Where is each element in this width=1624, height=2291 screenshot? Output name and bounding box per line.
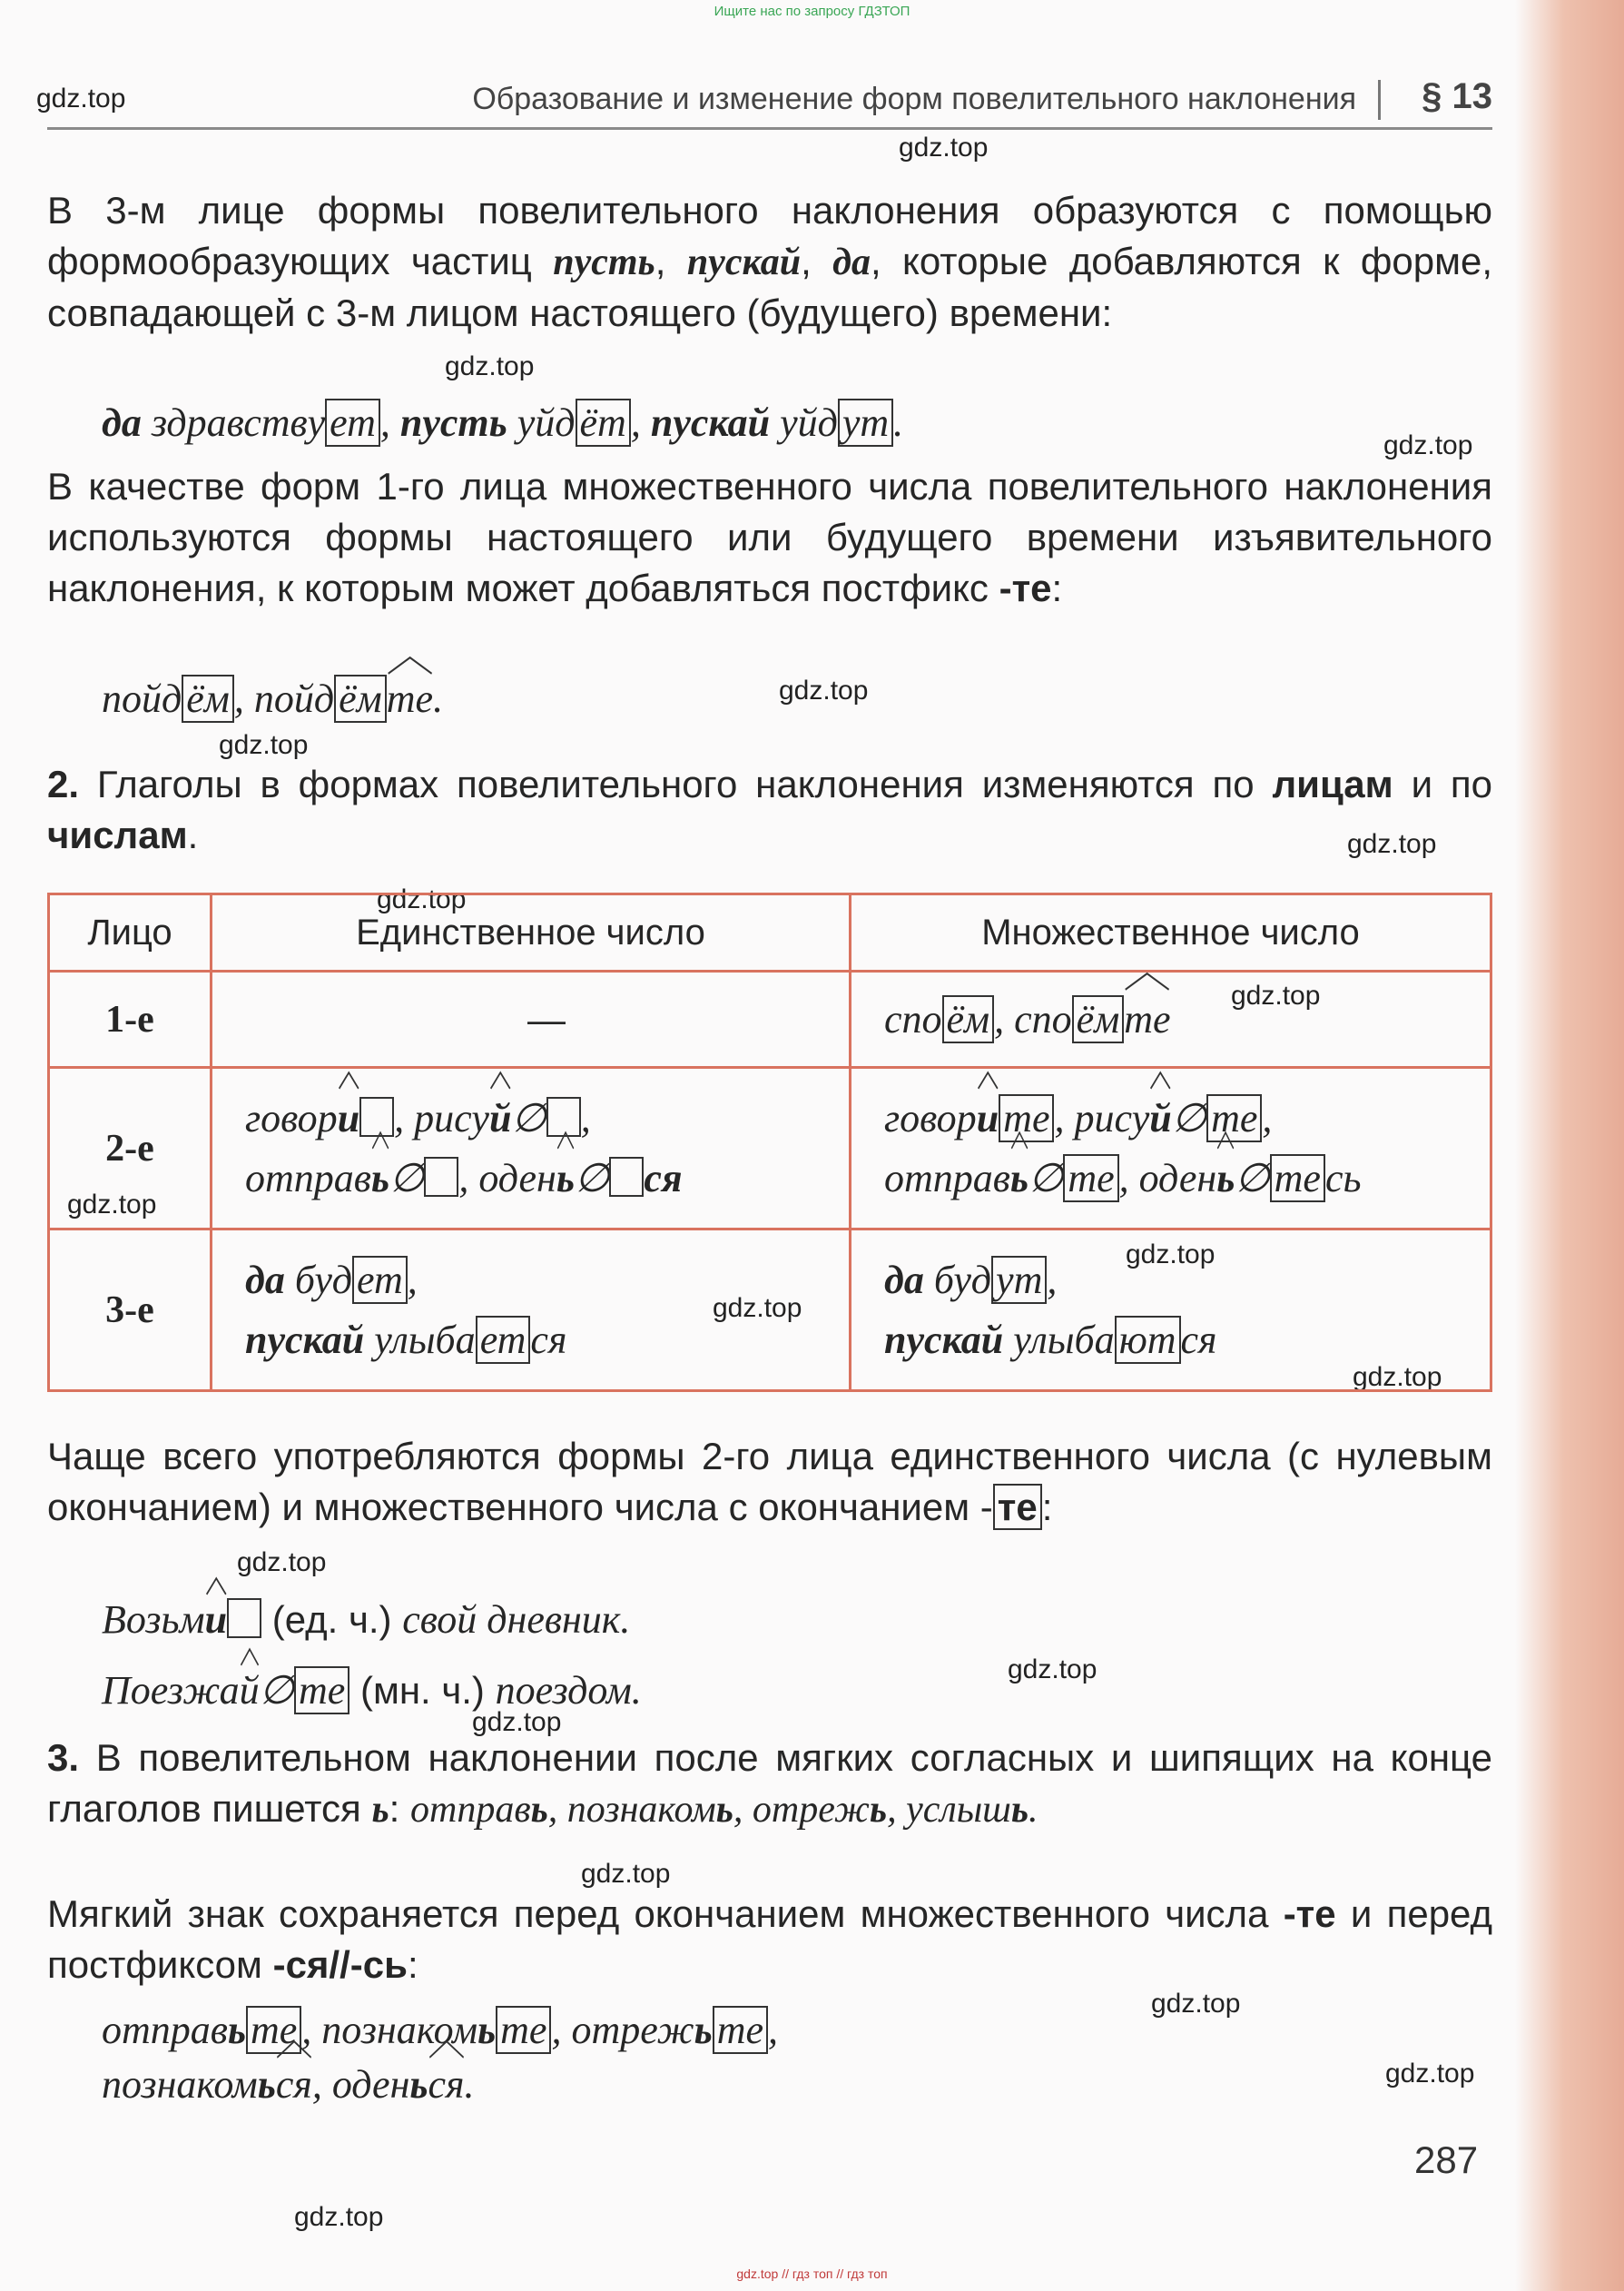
watermark: gdz.top — [294, 2202, 384, 2232]
paragraph-soft-sign-kept: Мягкий знак сохраняется перед окончанием множественного числа -те и перед постфиксом -ся//-сь: — [47, 1892, 1492, 1986]
watermark: gdz.top — [219, 730, 309, 760]
singular-cell: да буд ет , пускай улыба ет ся — [212, 1229, 851, 1391]
watermark: gdz.top — [67, 1190, 157, 1220]
table-row — [49, 972, 1491, 1068]
example-plural: Поезжа й∅ те (мн. ч.) поездом. — [102, 1665, 1500, 1716]
table-header-plural: Множественное число — [851, 894, 1491, 972]
plural-cell: спо ём , спо ём те — [851, 972, 1491, 1068]
watermark: gdz.top — [1231, 981, 1321, 1011]
running-header — [47, 76, 1492, 130]
paragraph-third-person: В 3-м лице формы повелительного наклонения образуются с помощью формообразующих частиц пусть, пускай, да, которые добавляются к форме, совпадающей с 3-м лицом настоящего (будущего) времени: — [47, 189, 1493, 334]
watermark: gdz.top — [899, 133, 989, 163]
example-third-person: да здравству ет , пусть уйд ёт , пускай уйд ут . — [102, 400, 904, 445]
watermark: gdz.top — [472, 1707, 562, 1737]
person-cell: 3-е — [49, 1229, 212, 1391]
person-cell: 1-е — [49, 972, 212, 1068]
plural-cell: да буд ут , пускай улыба ют ся — [851, 1229, 1491, 1391]
watermark: gdz.top — [581, 1859, 671, 1889]
person-cell: 2-е — [49, 1068, 212, 1229]
table-header-person: Лицо — [49, 894, 212, 972]
table-header-singular: Единственное число — [212, 894, 851, 972]
footer-note: gdz.top // гдз топ // гдз топ — [736, 2266, 888, 2281]
example-singular: Возьм и (ед. ч.) свой дневник. — [102, 1595, 1500, 1645]
watermark: gdz.top — [1008, 1654, 1097, 1684]
header-section-number: § 13 — [1422, 76, 1492, 116]
watermark: gdz.top — [1353, 1362, 1442, 1392]
page-edge-shade — [1515, 0, 1624, 2291]
paragraph-first-person-plural: В качестве форм 1-го лица множественного числа повелительного наклонения используются формы настоящего или будущего времени изъявительного наклонения, к которым может добавляться постфикс -те: — [47, 465, 1492, 609]
example-soft-sign: отправь те , познакомь те , отрежь те , познакомь ся, одень ся. — [102, 2008, 779, 2107]
table-row — [49, 1229, 1491, 1391]
header-separator — [1378, 80, 1381, 120]
top-search-note: Ищите нас по запросу ГДЗТОП — [714, 4, 910, 19]
watermark: gdz.top — [1347, 829, 1437, 859]
example-first-person: пойд ём , пойд ём те. — [102, 674, 1500, 725]
singular-cell: говор и , рису й∅ , отправ ь∅ , оден ь∅ ся — [212, 1068, 851, 1229]
watermark: gdz.top — [1151, 1989, 1241, 2019]
plural-cell: говор и те , рису й∅ те , отправ ь∅ те , оден ь∅ те сь — [851, 1068, 1491, 1229]
page-number: 287 — [1414, 2138, 1479, 2181]
paragraph-change-by-person: 2. Глаголы в формах повелительного наклонения изменяются по лицам и по числам. — [47, 763, 1492, 856]
singular-cell: — — [212, 972, 851, 1068]
watermark: gdz.top — [445, 351, 535, 381]
imperative-forms-table — [47, 893, 1492, 1392]
table-row — [49, 1068, 1491, 1229]
watermark: gdz.top — [237, 1547, 327, 1577]
paragraph-frequent-forms: Чаще всего употребляются формы 2-го лица единственного числа (с нулевым окончанием) и множественного числа с окончанием - те : — [47, 1435, 1492, 1528]
watermark: gdz.top — [1126, 1239, 1216, 1269]
paragraph-soft-sign: 3. В повелительном наклонении после мягких согласных и шипящих на конце глаголов пишется ь: отправь, познакомь, отрежь, услышь. — [47, 1736, 1492, 1831]
header-title: Образование и изменение форм повелительного наклонения — [472, 82, 1356, 116]
watermark: gdz.top — [779, 676, 869, 706]
watermark: gdz.top — [377, 884, 467, 914]
watermark: gdz.top — [36, 84, 126, 114]
watermark: gdz.top — [1385, 2059, 1475, 2089]
watermark: gdz.top — [1383, 430, 1473, 460]
watermark: gdz.top — [713, 1293, 802, 1323]
